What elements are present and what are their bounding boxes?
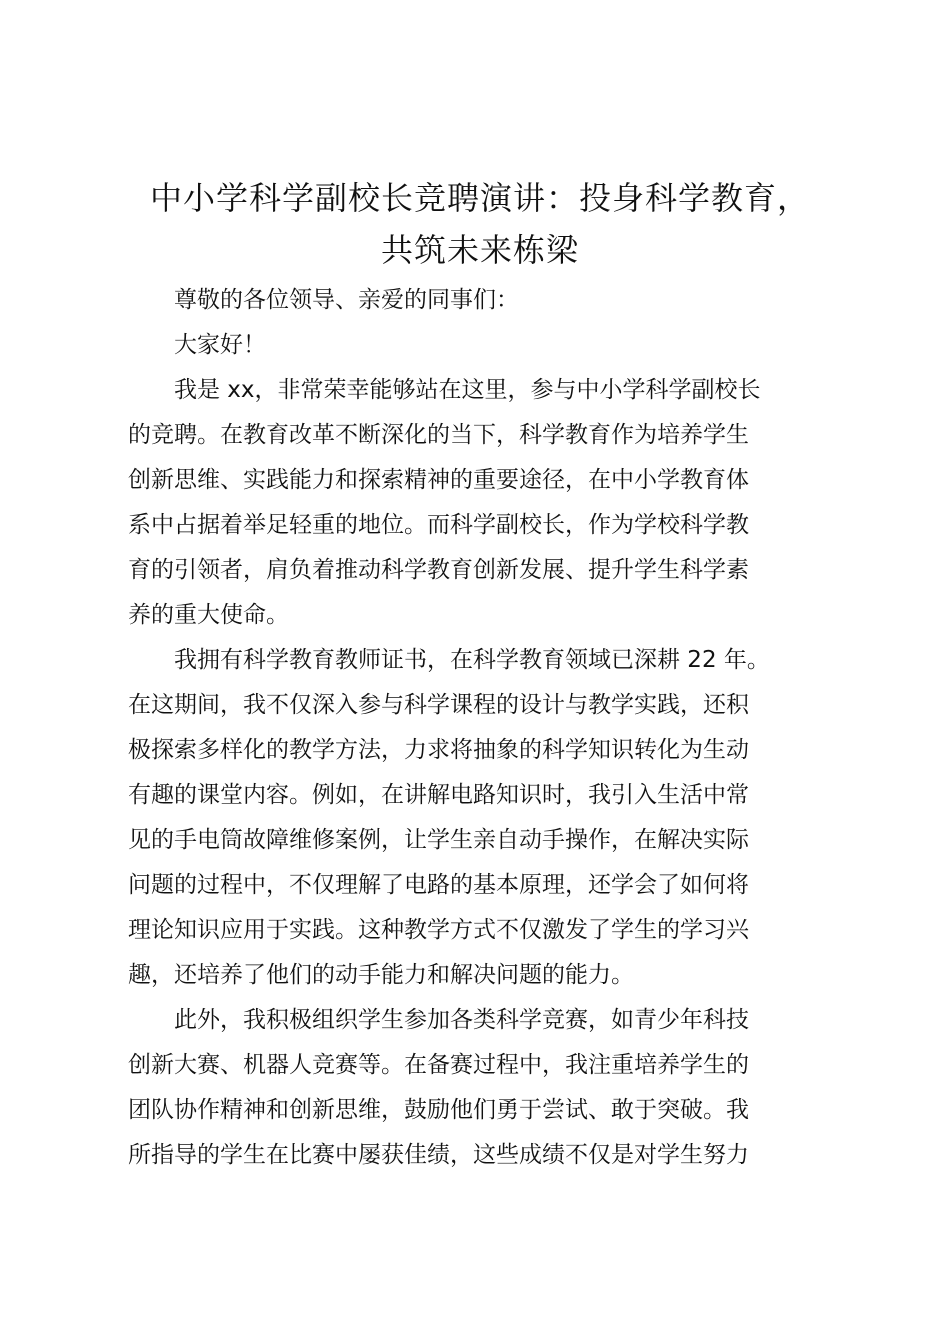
text-line: 见的手电筒故障维修案例，让学生亲自动手操作，在解决实际: [128, 827, 749, 853]
document-title: [100, 172, 860, 276]
text-line: 我是 xx，非常荣幸能够站在这里，参与中小学科学副校长: [174, 377, 761, 403]
text-line: 养的重大使命。: [128, 602, 289, 628]
title-line-1: 中小学科学副校长竞聘演讲：投身科学教育，: [149, 179, 810, 217]
title-line-2: 共筑未来栋梁: [380, 231, 579, 269]
text-line: 大家好！: [174, 332, 266, 358]
text-line: 创新大赛、机器人竞赛等。在备赛过程中，我注重培养学生的: [128, 1052, 749, 1078]
text-line: 育的引领者，肩负着推动科学教育创新发展、提升学生科学素: [128, 557, 749, 583]
experience-paragraph: [128, 638, 838, 998]
document-body: [128, 278, 838, 1178]
text-line: 尊敬的各位领导、亲爱的同事们：: [174, 287, 519, 313]
text-line: 创新思维、实践能力和探索精神的重要途径，在中小学教育体: [128, 467, 749, 493]
text-line: 团队协作精神和创新思维，鼓励他们勇于尝试、敢于突破。我: [128, 1097, 749, 1123]
text-line: 我拥有科学教育教师证书，在科学教育领域已深耕 22 年。: [174, 647, 770, 673]
text-line: 的竞聘。在教育改革不断深化的当下，科学教育作为培养学生: [128, 422, 749, 448]
text-line: 极探索多样化的教学方法，力求将抽象的科学知识转化为生动: [128, 737, 749, 763]
salutation-paragraph: [128, 323, 838, 368]
text-line: 有趣的课堂内容。例如，在讲解电路知识时，我引入生活中常: [128, 782, 749, 808]
text-line: 趣，还培养了他们的动手能力和解决问题的能力。: [128, 962, 634, 988]
text-line: 问题的过程中，不仅理解了电路的基本原理，还学会了如何将: [128, 872, 749, 898]
text-line: 此外，我积极组织学生参加各类科学竞赛，如青少年科技: [174, 1007, 749, 1033]
text-line: 所指导的学生在比赛中屡获佳绩，这些成绩不仅是对学生努力: [128, 1142, 749, 1168]
greeting-paragraph: [128, 278, 838, 323]
competition-paragraph: [128, 998, 838, 1178]
text-line: 在这期间，我不仅深入参与科学课程的设计与教学实践，还积: [128, 692, 749, 718]
intro-paragraph: [128, 368, 838, 638]
text-line: 系中占据着举足轻重的地位。而科学副校长，作为学校科学教: [128, 512, 749, 538]
text-line: 理论知识应用于实践。这种教学方式不仅激发了学生的学习兴: [128, 917, 749, 943]
